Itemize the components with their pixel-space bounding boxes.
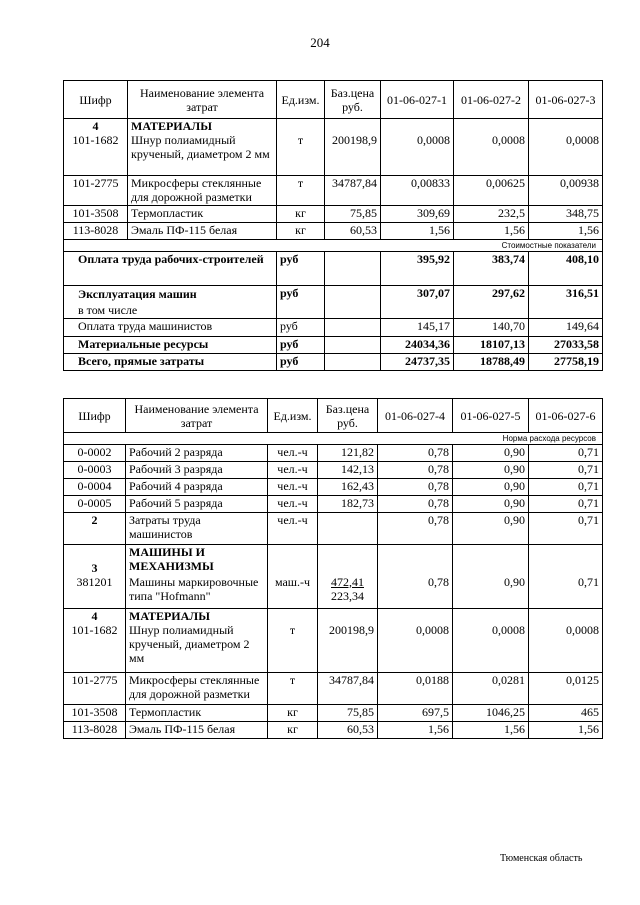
machine-price-top: 472,41 <box>331 574 364 589</box>
material-code: 101-3508 <box>64 205 128 222</box>
machines-unit: руб <box>277 285 325 318</box>
worker-value-4: 0,78 <box>378 462 453 479</box>
material-value-3: 0,0008 <box>529 133 603 175</box>
material-value-3: 1,56 <box>529 222 603 239</box>
material-code: 101-1682 <box>64 623 126 672</box>
material-value-6: 0,0008 <box>529 623 603 672</box>
machines-section-name: МАШИНЫ И МЕХАНИЗМЫ <box>126 545 268 575</box>
worker-name: Рабочий 3 разряда <box>126 462 268 479</box>
materials-section-name: МАТЕРИАЛЫ <box>126 609 268 624</box>
material-name: Шнур полиамидный крученый, диаметром 2 мм <box>128 133 277 175</box>
material-value-5: 1,56 <box>453 721 529 738</box>
material-value-6: 0,0125 <box>529 672 603 704</box>
section-code: 4 <box>64 119 128 134</box>
total-row <box>64 353 603 370</box>
table-header-row <box>64 81 603 119</box>
summary-row <box>64 318 603 336</box>
material-value-2: 0,0008 <box>454 133 529 175</box>
header-unit: Ед.изм. <box>268 399 318 433</box>
header-code: Шифр <box>64 399 126 433</box>
material-unit: кг <box>268 704 318 721</box>
header-col-1: 01-06-027-1 <box>381 81 454 119</box>
header-col-4: 01-06-027-4 <box>378 399 453 433</box>
machine-value-5: 0,90 <box>453 575 529 609</box>
material-code: 101-3508 <box>64 704 126 721</box>
summary-row <box>64 251 603 285</box>
table-row <box>64 222 603 239</box>
material-name: Микросферы стеклянные для дорожной разметки <box>128 175 277 205</box>
material-code: 101-2775 <box>64 175 128 205</box>
labor-value-2: 383,74 <box>454 251 529 285</box>
summary-row <box>64 336 603 353</box>
material-unit: кг <box>277 205 325 222</box>
material-name: Эмаль ПФ-115 белая <box>128 222 277 239</box>
machines-value-1: 307,07 <box>381 285 454 318</box>
material-value-5: 1046,25 <box>453 704 529 721</box>
material-value-1: 0,00833 <box>381 175 454 205</box>
table-row <box>64 575 603 609</box>
worker-value-4: 0,78 <box>378 496 453 513</box>
material-value-4: 697,5 <box>378 704 453 721</box>
footer-region: Тюменская область <box>500 853 583 864</box>
norm-caption-row <box>64 433 603 445</box>
header-col-2: 01-06-027-2 <box>454 81 529 119</box>
worker-value-5: 0,90 <box>453 445 529 462</box>
table-row <box>64 623 603 672</box>
machinist-value-3: 149,64 <box>529 318 603 336</box>
worker-price: 182,73 <box>318 496 378 513</box>
section-row <box>64 545 603 575</box>
table-row <box>64 445 603 462</box>
table-row <box>64 513 603 545</box>
worker-value-5: 0,90 <box>453 496 529 513</box>
section-name: МАТЕРИАЛЫ <box>128 119 277 134</box>
material-unit: кг <box>268 721 318 738</box>
worker-name: Рабочий 2 разряда <box>126 445 268 462</box>
material-value-6: 465 <box>529 704 603 721</box>
cost-caption: Стоимостные показатели <box>64 239 603 251</box>
section-row <box>64 609 603 624</box>
worker-value-4: 0,78 <box>378 479 453 496</box>
resource-table-2 <box>63 398 603 739</box>
header-price: Баз.цена руб. <box>325 81 381 119</box>
machinist-label: Оплата труда машинистов <box>64 318 277 336</box>
header-name: Наименование элемента затрат <box>128 81 277 119</box>
material-unit: т <box>277 175 325 205</box>
machinist-cost-value-6: 0,71 <box>529 513 603 545</box>
section-row <box>64 119 603 134</box>
machines-value-3: 316,51 <box>529 285 603 318</box>
header-col-5: 01-06-027-5 <box>453 399 529 433</box>
material-value-2: 232,5 <box>454 205 529 222</box>
header-col-6: 01-06-027-6 <box>529 399 603 433</box>
machine-name: Машины маркировочные типа "Hofmann" <box>126 575 268 609</box>
header-unit: Ед.изм. <box>277 81 325 119</box>
material-code: 101-2775 <box>64 672 126 704</box>
total-value-3: 27758,19 <box>529 353 603 370</box>
worker-value-6: 0,71 <box>529 479 603 496</box>
material-name: Микросферы стеклянные для дорожной разметки <box>126 672 268 704</box>
labor-label: Оплата труда рабочих-строителей <box>64 251 277 285</box>
machine-code: 381201 <box>64 575 126 609</box>
labor-unit: руб <box>277 251 325 285</box>
worker-value-6: 0,71 <box>529 496 603 513</box>
table-header-row <box>64 399 603 433</box>
material-price: 200198,9 <box>318 623 378 672</box>
machines-label: Эксплуатация машин <box>78 286 197 301</box>
worker-name: Рабочий 4 разряда <box>126 479 268 496</box>
material-value-5: 0,0281 <box>453 672 529 704</box>
material-price: 34787,84 <box>318 672 378 704</box>
machinist-cost-value-5: 0,90 <box>453 513 529 545</box>
material-value-1: 309,69 <box>381 205 454 222</box>
table-row <box>64 133 603 175</box>
machines-cell <box>64 285 277 318</box>
material-value-4: 0,0188 <box>378 672 453 704</box>
material-value-4: 0,0008 <box>378 623 453 672</box>
worker-value-5: 0,90 <box>453 462 529 479</box>
materials-res-unit: руб <box>277 336 325 353</box>
worker-name: Рабочий 5 разряда <box>126 496 268 513</box>
material-value-2: 1,56 <box>454 222 529 239</box>
table-row <box>64 672 603 704</box>
material-code: 101-1682 <box>64 133 128 175</box>
worker-code: 0-0005 <box>64 496 126 513</box>
machinist-unit: руб <box>277 318 325 336</box>
machinist-cost-unit: чел.-ч <box>268 513 318 545</box>
labor-value-1: 395,92 <box>381 251 454 285</box>
material-price: 60,53 <box>325 222 381 239</box>
material-value-1: 1,56 <box>381 222 454 239</box>
machinist-cost-name: Затраты труда машинистов <box>126 513 268 545</box>
worker-value-5: 0,90 <box>453 479 529 496</box>
table-row <box>64 721 603 738</box>
materials-section-code: 4 <box>64 609 126 624</box>
worker-unit: чел.-ч <box>268 445 318 462</box>
machine-unit: маш.-ч <box>268 575 318 609</box>
material-value-6: 1,56 <box>529 721 603 738</box>
header-price: Баз.цена руб. <box>318 399 378 433</box>
machinist-value-2: 140,70 <box>454 318 529 336</box>
material-name: Термопластик <box>128 205 277 222</box>
worker-price: 142,13 <box>318 462 378 479</box>
worker-price: 162,43 <box>318 479 378 496</box>
machinist-value-1: 145,17 <box>381 318 454 336</box>
table-row <box>64 496 603 513</box>
total-value-2: 18788,49 <box>454 353 529 370</box>
material-name: Термопластик <box>126 704 268 721</box>
cost-caption-row <box>64 239 603 251</box>
worker-value-6: 0,71 <box>529 445 603 462</box>
worker-price: 121,82 <box>318 445 378 462</box>
table-row <box>64 462 603 479</box>
materials-res-value-2: 18107,13 <box>454 336 529 353</box>
material-price: 75,85 <box>318 704 378 721</box>
material-value-5: 0,0008 <box>453 623 529 672</box>
worker-unit: чел.-ч <box>268 479 318 496</box>
machines-section-code: 3 <box>64 545 126 575</box>
worker-code: 0-0002 <box>64 445 126 462</box>
material-unit: т <box>277 133 325 175</box>
table-row <box>64 479 603 496</box>
total-label: Всего, прямые затраты <box>64 353 277 370</box>
material-price: 60,53 <box>318 721 378 738</box>
materials-res-value-3: 27033,58 <box>529 336 603 353</box>
worker-value-6: 0,71 <box>529 462 603 479</box>
material-name: Эмаль ПФ-115 белая <box>126 721 268 738</box>
material-value-3: 348,75 <box>529 205 603 222</box>
worker-unit: чел.-ч <box>268 496 318 513</box>
total-value-1: 24737,35 <box>381 353 454 370</box>
worker-code: 0-0003 <box>64 462 126 479</box>
material-price: 75,85 <box>325 205 381 222</box>
page-number: 204 <box>310 35 330 50</box>
machines-value-2: 297,62 <box>454 285 529 318</box>
table-row <box>64 175 603 205</box>
header-col-3: 01-06-027-3 <box>529 81 603 119</box>
worker-unit: чел.-ч <box>268 462 318 479</box>
machinist-cost-value-4: 0,78 <box>378 513 453 545</box>
material-value-2: 0,00625 <box>454 175 529 205</box>
material-value-1: 0,0008 <box>381 133 454 175</box>
material-unit: т <box>268 672 318 704</box>
material-price: 200198,9 <box>325 133 381 175</box>
header-code: Шифр <box>64 81 128 119</box>
materials-res-label: Материальные ресурсы <box>64 336 277 353</box>
material-name: Шнур полиамидный крученый, диаметром 2 мм <box>126 623 268 672</box>
labor-value-3: 408,10 <box>529 251 603 285</box>
machine-value-4: 0,78 <box>378 575 453 609</box>
material-code: 113-8028 <box>64 222 128 239</box>
including-label: в том числе <box>78 302 138 317</box>
table-row <box>64 205 603 222</box>
material-value-4: 1,56 <box>378 721 453 738</box>
worker-value-4: 0,78 <box>378 445 453 462</box>
summary-row <box>64 285 603 318</box>
material-unit: кг <box>277 222 325 239</box>
table-row <box>64 704 603 721</box>
machine-value-6: 0,71 <box>529 575 603 609</box>
material-price: 34787,84 <box>325 175 381 205</box>
machine-price-cell <box>318 575 378 609</box>
material-unit: т <box>268 623 318 672</box>
machinist-cost-code: 2 <box>64 513 126 545</box>
worker-code: 0-0004 <box>64 479 126 496</box>
materials-res-value-1: 24034,36 <box>381 336 454 353</box>
header-name: Наименование элемента затрат <box>126 399 268 433</box>
material-value-3: 0,00938 <box>529 175 603 205</box>
resource-table-1 <box>63 80 603 371</box>
material-code: 113-8028 <box>64 721 126 738</box>
total-unit: руб <box>277 353 325 370</box>
norm-caption: Норма расхода ресурсов <box>64 433 603 445</box>
machine-price-bottom: 223,34 <box>331 588 364 603</box>
